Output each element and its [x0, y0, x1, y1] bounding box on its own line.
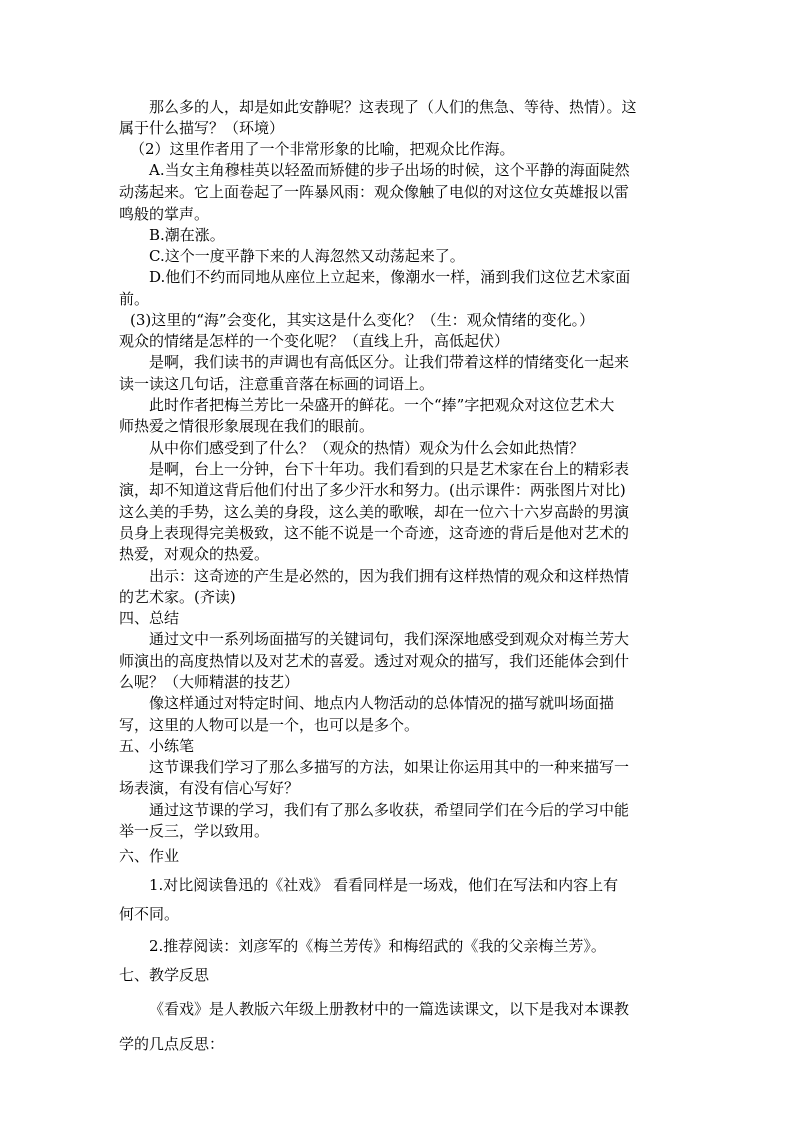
text-line: D.他们不约而同地从座位上立起来，像潮水一样，涌到我们这位艺术家面 — [149, 268, 631, 286]
text-line: 场表演，有没有信心写好？ — [119, 779, 300, 797]
text-line: B.潮在涨。 — [149, 226, 225, 244]
text-line: 通过文中一系列场面描写的关键词句，我们深深地感受到观众对梅兰芳大 — [149, 630, 630, 648]
text-line: 那么多的人，却是如此安静呢？这表现了（人们的焦急、等待、热情）。这 — [149, 98, 637, 116]
text-line: 鸣般的掌声。 — [119, 205, 210, 223]
text-line: 的艺术家。(齐读) — [119, 588, 236, 606]
text-line: 举一反三，学以致用。 — [119, 822, 270, 840]
text-line: 读一读这几句话，注意重音落在标画的词语上。 — [119, 375, 435, 393]
text-line: 从中你们感受到了什么？（观众的热情）观众为什么会如此热情？ — [149, 439, 585, 457]
text-line: 七、教学反思 — [119, 966, 210, 984]
text-line: 热爱，对观众的热爱。 — [119, 545, 270, 563]
text-line: 么呢？（大师精湛的技艺） — [119, 673, 300, 691]
text-line: 此时作者把梅兰芳比一朵盛开的鲜花。一个“捧”字把观众对这位艺术大 — [149, 396, 615, 414]
text-line: 像这样通过对特定时间、地点内人物活动的总体情况的描写就叫场面描 — [149, 694, 615, 712]
text-line: 1.对比阅读鲁迅的《社戏》 看看同样是一场戏，他们在写法和内容上有 — [149, 876, 619, 894]
text-line: 六、作业 — [119, 847, 180, 865]
text-line: 出示：这奇迹的产生是必然的，因为我们拥有这样热情的观众和这样热情 — [149, 567, 630, 585]
text-line: C.这个一度平静下来的人海忽然又动荡起来了。 — [149, 247, 465, 265]
text-line: 《看戏》是人教版六年级上册教材中的一篇选读课文，以下是我对本课教 — [149, 1000, 630, 1018]
text-line: 通过这节课的学习，我们有了那么多收获，希望同学们在今后的学习中能 — [149, 801, 630, 819]
text-line: 动荡起来。它上面卷起了一阵暴风雨：观众像触了电似的对这位女英雄报以雷 — [119, 183, 630, 201]
text-line: （2）这里作者用了一个非常形象的比喻，把观众比作海。 — [130, 140, 515, 158]
text-line: 何不同。 — [119, 905, 180, 923]
text-line: (3)这里的“海”会变化，其实这是什么变化？（生：观众情绪的变化。） — [130, 311, 595, 329]
text-line: 员身上表现得完美极致，这不能不说是一个奇迹，这奇迹的背后是他对艺术的 — [119, 524, 630, 542]
text-line: 演，却不知道这背后他们付出了多少汗水和努力。(出示课件：两张图片对比) — [119, 481, 626, 499]
text-line: 这节课我们学习了那么多描写的方法，如果让你运用其中的一种来描写一 — [149, 758, 630, 776]
text-line: 师热爱之情很形象展现在我们的眼前。 — [119, 417, 375, 435]
text-line: 师演出的高度热情以及对艺术的喜爱。透过对观众的描写，我们还能体会到什 — [119, 652, 630, 670]
text-line: 是啊，台上一分钟，台下十年功。我们看到的只是艺术家在台上的精彩表 — [149, 460, 630, 478]
text-line: 写，这里的人物可以是一个，也可以是多个。 — [119, 716, 420, 734]
text-line: A.当女主角穆桂英以轻盈而矫健的步子出场的时候，这个平静的海面陡然 — [149, 161, 630, 179]
text-line: 学的几点反思： — [119, 1035, 225, 1053]
text-line: 是啊，我们读书的声调也有高低区分。让我们带着这样的情绪变化一起来 — [149, 353, 630, 371]
text-line: 2.推荐阅读：刘彦军的《梅兰芳传》和梅绍武的《我的父亲梅兰芳》。 — [149, 937, 606, 955]
text-line: 属于什么描写？（环境） — [119, 119, 285, 137]
text-line: 这么美的手势，这么美的身段，这么美的歌喉，却在一位六十六岁高龄的男演 — [119, 503, 630, 521]
text-line: 四、总结 — [119, 609, 180, 627]
text-line: 五、小练笔 — [119, 737, 195, 755]
text-line: 前。 — [119, 290, 150, 308]
text-line: 观众的情绪是怎样的一个变化呢？（直线上升，高低起伏） — [119, 332, 510, 350]
